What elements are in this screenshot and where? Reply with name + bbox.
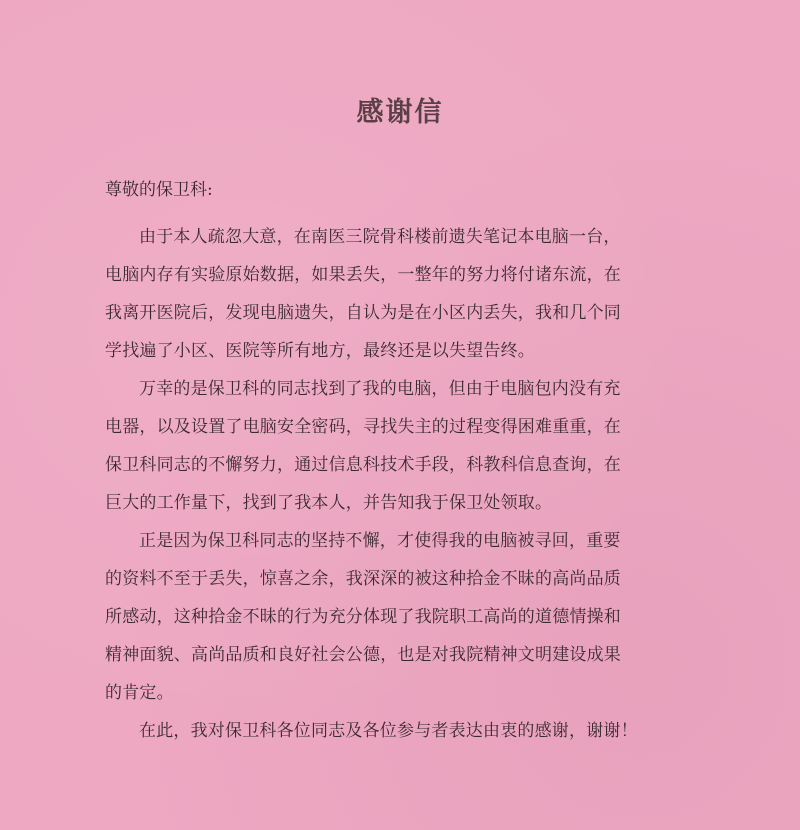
paragraph-line: 由于本人疏忽大意，在南医三院骨科楼前遗失笔记本电脑一台， xyxy=(139,227,621,247)
letter-salutation: 尊敬的保卫科: xyxy=(105,180,213,200)
paragraph-line: 万幸的是保卫科的同志找到了我的电脑，但由于电脑包内没有充 xyxy=(139,379,621,399)
paragraph-4 xyxy=(105,712,695,750)
paragraph-line: 巨大的工作量下，找到了我本人，并告知我于保卫处领取。 xyxy=(105,493,553,513)
paragraph-line: 精神面貌、高尚品质和良好社会公德，也是对我院精神文明建设成果 xyxy=(105,645,621,665)
paragraph-3 xyxy=(105,522,695,712)
paragraph-1 xyxy=(105,218,695,370)
paragraph-line: 所感动，这种拾金不昧的行为充分体现了我院职工高尚的道德情操和 xyxy=(105,607,621,627)
paragraph-2 xyxy=(105,370,695,522)
paragraph-line: 我离开医院后，发现电脑遗失，自认为是在小区内丢失，我和几个同 xyxy=(105,303,621,323)
paragraph-line: 电脑内存有实验原始数据，如果丢失，一整年的努力将付诸东流，在 xyxy=(105,265,621,285)
letter-title: 感谢信 xyxy=(356,97,444,128)
paragraph-line: 的资料不至于丢失，惊喜之余，我深深的被这种拾金不昧的高尚品质 xyxy=(105,569,621,589)
paragraph-line: 在此，我对保卫科各位同志及各位参与者表达由衷的感谢，谢谢！ xyxy=(139,721,638,741)
paragraph-line: 保卫科同志的不懈努力，通过信息科技术手段，科教科信息查询，在 xyxy=(105,455,621,475)
paragraph-line: 学找遍了小区、医院等所有地方，最终还是以失望告终。 xyxy=(105,341,535,361)
paragraph-line: 的肯定。 xyxy=(105,683,174,703)
paragraph-line: 正是因为保卫科同志的坚持不懈，才使得我的电脑被寻回，重要 xyxy=(139,531,621,551)
paragraph-line: 电器，以及设置了电脑安全密码，寻找失主的过程变得困难重重，在 xyxy=(105,417,621,437)
letter-body xyxy=(105,176,695,750)
